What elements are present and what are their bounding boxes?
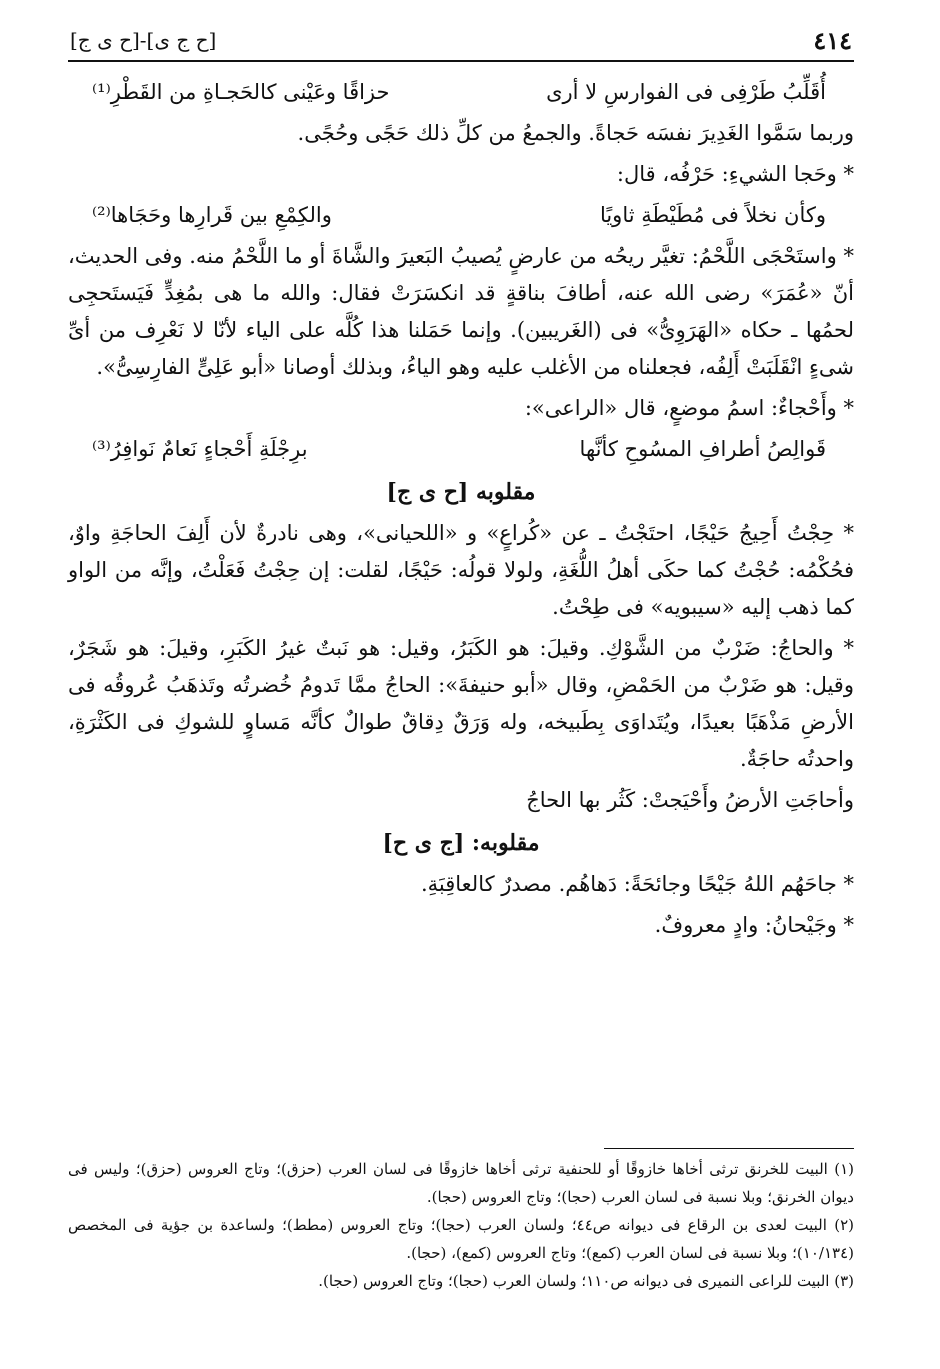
book-page: [68, 18, 854, 1348]
paragraph-jayhan: * وجَيْحانُ: وادٍ معروفٌ.: [654, 913, 854, 937]
verse-1: [68, 74, 854, 111]
paragraph-hijtu: * حِجْتُ أَحِيجُ حَيْجًا، احتَجْتُ ـ عن «كُراعٍ» و «اللحيانى»، وهى نادرةٌ لأن أَلِفَ الحاجَةِ واوٌ، فحُكْمُه: حُجْتُ كما حكَى أهلُ اللُّغَةِ، ولولا قولُه: حَيْجًا، لقلت: إن حِجْتُ فَعَلْتُ، وإنَّه من الواو كما ذهب إليه «سيبويه» فى طِحْتُ.: [68, 521, 854, 619]
verse-2-first-hemistich: وكأن نخلاً فى مُطَيْطَةِ ثاويًا: [599, 203, 826, 227]
verse-3-second-hemistich: برِجْلَةِ أَحْجاءٍ نَعامٌ نَوافِرُ⁽³⁾: [92, 437, 308, 461]
verse-1-first-hemistich: أُقَلِّبُ طَرْفِى فى الفوارسِ لا أرى: [546, 80, 826, 104]
footnote-separator: [604, 1148, 854, 1149]
running-head: [68, 18, 854, 62]
verse-1-second-hemistich: حزاقًا وعَيْنى كالحَجـاةِ من القَطْرِ⁽¹⁾: [92, 80, 390, 104]
verse-2-second-hemistich: والكِمْعِ بين قَرارِها وحَجَاها⁽²⁾: [92, 203, 332, 227]
verse-3-first-hemistich: قَوالِصُ أطرافِ المسُوحِ كأنَّها: [579, 437, 826, 461]
section-heading-j-y-h: مقلوبه: [ج ى ح]: [382, 830, 540, 856]
footnote-3: (٣) البيت للراعى النميرى فى ديوانه ص١١٠؛ ولسان العرب (حجا)؛ وتاج العروس (حجا).: [318, 1272, 854, 1290]
paragraph-ahjaa: * وأَحْجاءٌ: اسمُ موضعٍ، قال «الراعى»:: [524, 396, 854, 420]
paragraph-istahja: * واستَحْجَى اللَّحْمُ: تغيَّر ريحُه من عارضٍ يُصيبُ البَعيرَ والشَّاةَ أو ما اللَّحْمُ منه. وفى الحديث، أنّ «عُمَرَ» رضى الله عنه، أطافَ بناقةٍ قد انكسَرَتْ فقال: والله ما هى بمُغِدٍّ فَيَستَحجِى لحمُها ـ حكاه «الهَرَوِىُّ» فى (الغَريبين). وإنما حَمَلنا هذا كُلَّه على الياء لأنّا لا نَعْرِف من أىِّ شىءٍ انْقَلَبَتْ أَلِفُه، فجعلناه من الأغلب عليه وهو الياءُ، وبذلك أوصانا «أبو عَلِىٍّ الفارِسِىُّ».: [68, 244, 854, 379]
footnote-2: (٢) البيت لعدى بن الرقاع فى ديوانه ص٤٤؛ ولسان العرب (حجا)؛ وتاج العروس (مطط)؛ ولساعدة بن جؤية فى المخصص (١٠/١٣٤)؛ وبلا نسبة فى لسان العرب (كمع)؛ وتاج العروس (كمع)، (حجا).: [68, 1216, 854, 1262]
paragraph-ghadir: وربما سَمَّوا الغَدِيرَ نفسَه حَجاةً. والجمعُ من كلِّ ذلك حَجًى وحُجًى.: [297, 121, 854, 145]
verse-2: [68, 197, 854, 234]
paragraph-jahahum: * جاحَهُم اللهُ جَيْحًا وجائحَةً: دَهاهُم. مصدرٌ كالعاقِبَةِ.: [420, 872, 854, 896]
verse-3: [68, 431, 854, 468]
footnote-1: (١) البيت للخرنق ترثى أخاها خازوقًا أو للحنفية ترثى أخاها خازوقًا فى لسان العرب (حزق)؛ وتاج العروس (حزق)؛ وليس فى ديوان الخرنق؛ وبلا نسبة فى لسان العرب (حجا)؛ وتاج العروس (حجا).: [68, 1160, 854, 1206]
paragraph-alhaj: * والحاجُ: ضَرْبٌ من الشَّوْكِ. وقيلَ: هو الكَبَرُ، وقيل: هو نَبتٌ غيرُ الكَبَرِ، وقيلَ: هو شَجَرٌ، وقيل: هو ضَرْبٌ من الحَمْضِ، وقال «أبو حنيفةَ»: الحاجُ ممَّا تَدومُ خُضرتُه وتَذهَبُ عُروقُه فى الأرضِ مَذْهَبًا بعيدًا، ويُتَداوَى بِطَبيخه، وله وَرَقٌ دِقاقٌ طوالٌ كأنَّه مَساوٍ للشوكِ فى الكَثْرَةِ، واحدتُه حاجَةٌ.: [68, 636, 854, 771]
page-number: ٤١٤: [813, 26, 852, 55]
paragraph-ahajat: وأحاجَتِ الأرضُ وأَحْيَجتْ: كَثُر بها الحاجُ: [526, 788, 854, 812]
section-heading-h-y-j: مقلوبه [ح ى ج]: [386, 479, 536, 505]
paragraph-haja-edge: * وحَجا الشيءِ: حَرْفُه، قال:: [616, 162, 854, 186]
body-text: [68, 62, 854, 944]
footnotes: [68, 1148, 854, 1295]
root-label: [ح ج ى]-[ح ى ج]: [70, 28, 217, 52]
